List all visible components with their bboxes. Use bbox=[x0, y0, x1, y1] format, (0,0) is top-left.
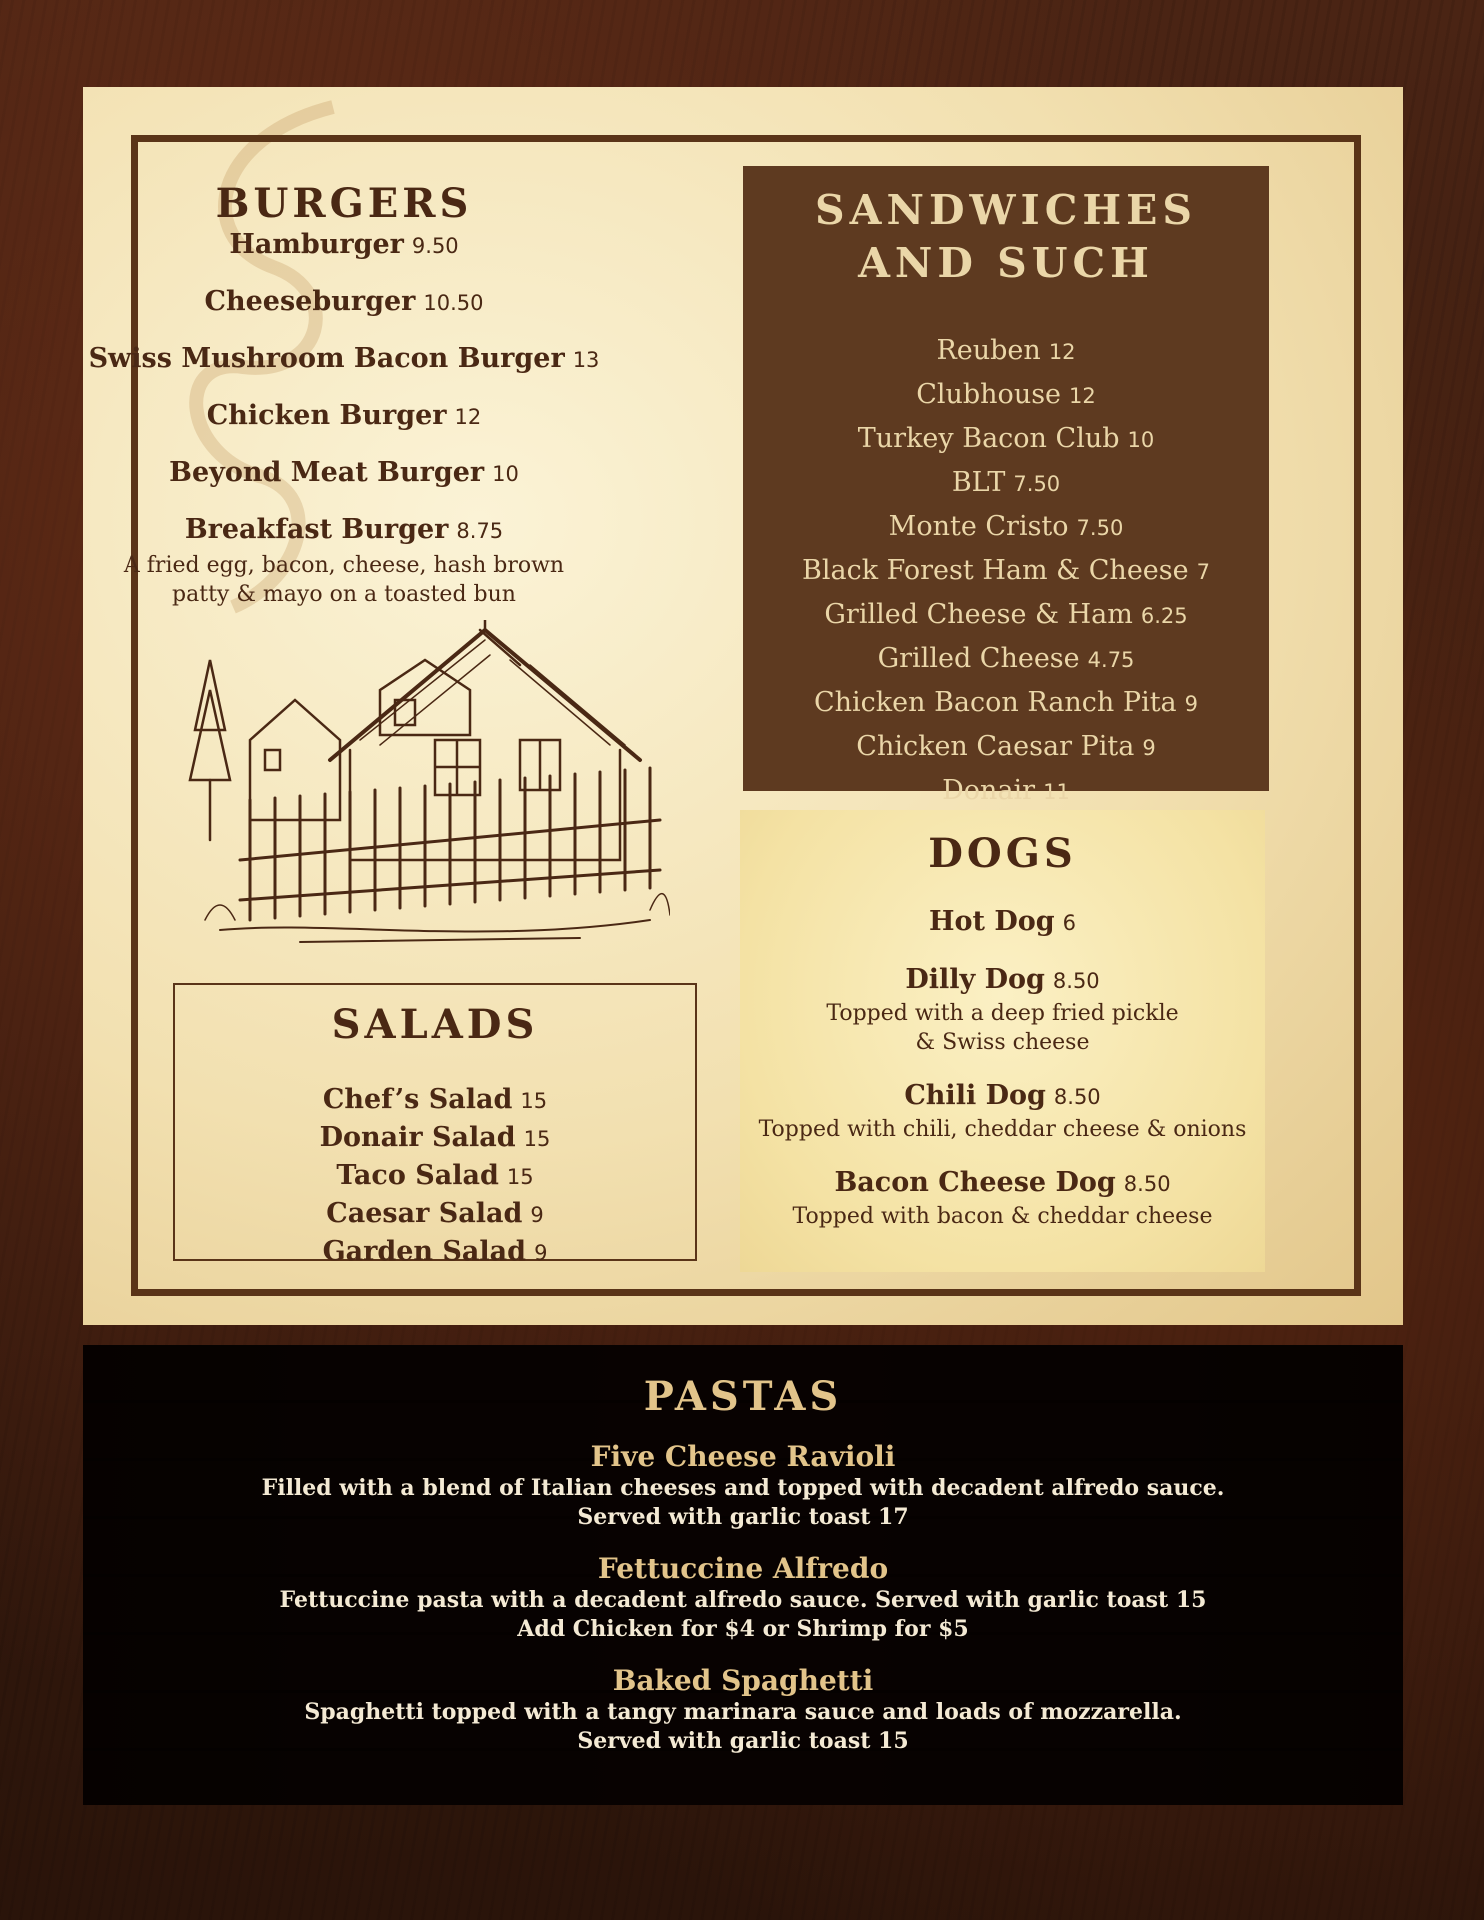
menu-item bbox=[83, 1552, 1403, 1644]
item-price: 15 bbox=[506, 1165, 534, 1189]
item-price: 9 bbox=[1184, 692, 1199, 716]
menu-item bbox=[743, 726, 1269, 770]
item-name: Donair Salad bbox=[319, 1122, 516, 1153]
item-price: 12 bbox=[1048, 340, 1076, 364]
burgers-heading: BURGERS bbox=[215, 180, 473, 227]
menu-item bbox=[743, 418, 1269, 462]
item-price: 7.50 bbox=[1013, 472, 1061, 496]
menu-item bbox=[83, 512, 605, 609]
item-name: Bacon Cheese Dog bbox=[834, 1167, 1116, 1198]
item-name: Chicken Bacon Ranch Pita bbox=[813, 687, 1177, 718]
item-name: Swiss Mushroom Bacon Burger bbox=[88, 343, 565, 374]
item-description: & Swiss cheese bbox=[915, 1030, 1090, 1055]
item-description: Add Chicken for $4 or Shrimp for $5 bbox=[517, 1616, 969, 1642]
item-price: 7.50 bbox=[1076, 516, 1124, 540]
item-name: Fettuccine Alfredo bbox=[597, 1552, 889, 1585]
item-description: Served with garlic toast 17 bbox=[577, 1504, 909, 1530]
menu-item bbox=[743, 770, 1269, 814]
menu-item bbox=[83, 1664, 1403, 1756]
item-description: patty & mayo on a toasted bun bbox=[172, 582, 516, 607]
menu-item bbox=[740, 1166, 1265, 1231]
item-name: Beyond Meat Burger bbox=[169, 457, 485, 488]
item-description: Served with garlic toast 15 bbox=[577, 1728, 909, 1754]
menu-item bbox=[740, 963, 1265, 1057]
salads-heading: SALADS bbox=[331, 1001, 539, 1048]
menu-item bbox=[83, 284, 605, 323]
item-name: Black Forest Ham & Cheese bbox=[802, 555, 1189, 586]
sandwiches-list bbox=[743, 330, 1269, 814]
item-name: Chili Dog bbox=[904, 1080, 1046, 1111]
menu-item bbox=[83, 398, 605, 437]
item-name: Chicken Burger bbox=[206, 400, 447, 431]
dogs-heading: DOGS bbox=[928, 830, 1077, 877]
sandwiches-heading-line-1: SANDWICHES bbox=[815, 186, 1197, 234]
item-name: Grilled Cheese & Ham bbox=[824, 599, 1133, 630]
sandwiches-heading bbox=[743, 184, 1269, 290]
item-price: 9.50 bbox=[411, 234, 459, 258]
item-name: Breakfast Burger bbox=[184, 514, 449, 545]
item-price: 8.50 bbox=[1052, 969, 1100, 993]
menu-item bbox=[175, 1082, 695, 1120]
item-price: 15 bbox=[523, 1127, 551, 1151]
item-price: 8.50 bbox=[1123, 1172, 1171, 1196]
menu-item bbox=[743, 330, 1269, 374]
item-name: Baked Spaghetti bbox=[612, 1664, 874, 1697]
item-price: 9 bbox=[1142, 736, 1156, 760]
menu-item bbox=[83, 227, 605, 266]
item-name: Cheeseburger bbox=[204, 286, 416, 317]
item-price: 6 bbox=[1062, 911, 1077, 935]
pastas-heading: PASTAS bbox=[643, 1373, 843, 1420]
pastas-section bbox=[83, 1345, 1403, 1805]
item-name: Caesar Salad bbox=[326, 1198, 523, 1229]
dogs-section bbox=[740, 810, 1265, 1272]
menu-item bbox=[175, 1196, 695, 1234]
menu-item bbox=[83, 341, 605, 380]
item-price: 6.25 bbox=[1140, 604, 1188, 628]
item-name: Grilled Cheese bbox=[877, 643, 1080, 674]
dogs-list bbox=[740, 905, 1265, 1231]
menu-item bbox=[740, 1079, 1265, 1144]
item-name: Clubhouse bbox=[916, 379, 1062, 410]
item-price: 15 bbox=[520, 1089, 548, 1113]
item-name: Monte Cristo bbox=[888, 511, 1069, 542]
item-price: 10 bbox=[492, 462, 519, 486]
item-name: Taco Salad bbox=[336, 1160, 499, 1191]
item-name: Dilly Dog bbox=[905, 964, 1045, 995]
item-description: Fettuccine pasta with a decadent alfredo sauce. Served with garlic toast 15 bbox=[279, 1587, 1207, 1613]
item-description: Topped with bacon & cheddar cheese bbox=[792, 1204, 1213, 1229]
menu-item bbox=[175, 1120, 695, 1158]
item-price: 8.50 bbox=[1053, 1085, 1101, 1109]
menu-item bbox=[743, 682, 1269, 726]
item-price: 7 bbox=[1196, 560, 1210, 584]
item-name: BLT bbox=[951, 467, 1006, 498]
item-price: 9 bbox=[534, 1241, 548, 1265]
item-name: Hot Dog bbox=[928, 906, 1055, 937]
item-description: A fried egg, bacon, cheese, hash brown bbox=[123, 553, 565, 578]
menu-item bbox=[743, 462, 1269, 506]
item-price: 12 bbox=[454, 405, 482, 429]
menu-item bbox=[743, 550, 1269, 594]
menu-item bbox=[175, 1234, 695, 1272]
item-price: 10 bbox=[1127, 428, 1155, 452]
sandwiches-section bbox=[743, 166, 1269, 806]
menu-item bbox=[743, 638, 1269, 682]
item-name: Chef’s Salad bbox=[322, 1084, 513, 1115]
item-name: Turkey Bacon Club bbox=[857, 423, 1120, 454]
item-price: 13 bbox=[572, 348, 600, 372]
burgers-section bbox=[83, 100, 605, 609]
item-name: Hamburger bbox=[229, 229, 404, 260]
item-name: Chicken Caesar Pita bbox=[856, 731, 1135, 762]
salads-section bbox=[173, 983, 697, 1267]
menu-item bbox=[743, 594, 1269, 638]
item-price: 10.50 bbox=[423, 291, 484, 315]
item-name: Garden Salad bbox=[322, 1236, 527, 1267]
item-description: Topped with a deep fried pickle bbox=[826, 1001, 1179, 1026]
pastas-list bbox=[83, 1440, 1403, 1756]
item-description: Topped with chili, cheddar cheese & onions bbox=[758, 1117, 1247, 1142]
item-name: Reuben bbox=[936, 335, 1041, 366]
item-price: 4.75 bbox=[1087, 648, 1135, 672]
item-price: 9 bbox=[530, 1203, 544, 1227]
item-price: 11 bbox=[1043, 780, 1070, 804]
farmhouse-illustration bbox=[180, 620, 670, 950]
menu-item bbox=[743, 374, 1269, 418]
menu-item bbox=[83, 455, 605, 494]
item-description: Filled with a blend of Italian cheeses and topped with decadent alfredo sauce. bbox=[261, 1475, 1225, 1501]
item-price: 12 bbox=[1069, 384, 1096, 408]
menu-item bbox=[743, 506, 1269, 550]
item-name: Five Cheese Ravioli bbox=[590, 1440, 896, 1473]
menu-item bbox=[83, 1440, 1403, 1532]
menu-item bbox=[175, 1158, 695, 1196]
salads-list bbox=[175, 1082, 695, 1272]
menu-item bbox=[740, 905, 1265, 941]
item-price: 8.75 bbox=[456, 519, 504, 543]
sandwiches-heading-line-2: AND SUCH bbox=[858, 239, 1154, 287]
item-name: Donair bbox=[942, 775, 1036, 806]
item-description: Spaghetti topped with a tangy marinara sauce and loads of mozzarella. bbox=[304, 1699, 1182, 1725]
